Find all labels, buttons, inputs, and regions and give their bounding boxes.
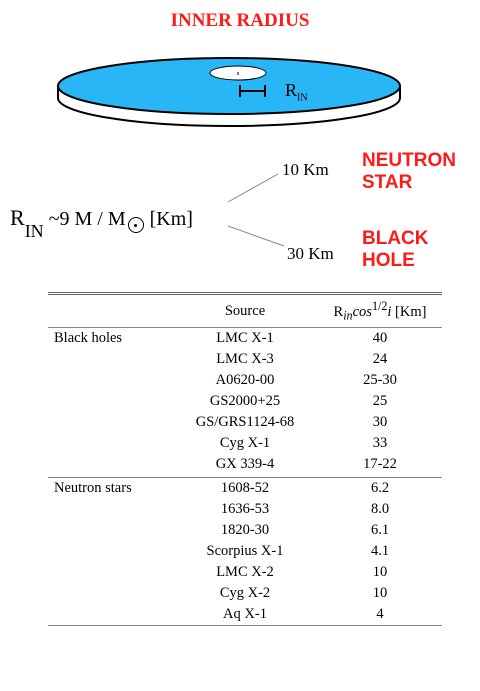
source-cell: Aq X-1 xyxy=(223,606,267,622)
value-cell: 40 xyxy=(372,330,388,346)
value-cell: 6.1 xyxy=(370,522,390,538)
group-label: Neutron stars xyxy=(54,480,132,496)
blackhole-radius-value: 30 Km xyxy=(287,244,334,263)
source-cell: GX 339-4 xyxy=(215,456,275,472)
table-row xyxy=(48,604,442,626)
table-row xyxy=(48,520,442,541)
table-row xyxy=(48,499,442,520)
value-cell: 30 xyxy=(372,414,388,430)
group-label: Black holes xyxy=(54,330,123,346)
disk-rin-label: $R_{IN}$ xyxy=(285,80,308,104)
value-cell: 4 xyxy=(376,606,384,622)
value-cell: 10 xyxy=(372,585,388,601)
title-inner-radius: INNER RADIUS xyxy=(170,10,310,31)
source-cell: GS/GRS1124-68 xyxy=(195,414,295,430)
source-cell: GS2000+25 xyxy=(209,393,281,409)
table-row xyxy=(48,349,442,370)
table-row xyxy=(48,433,442,454)
value-cell: 6.2 xyxy=(370,480,390,496)
source-cell: 1608-52 xyxy=(220,480,270,496)
source-cell: 1636-53 xyxy=(220,501,270,517)
table-row xyxy=(48,412,442,433)
table-row xyxy=(48,583,442,604)
source-cell: 1820-30 xyxy=(220,522,270,538)
source-cell: LMC X-3 xyxy=(216,351,274,367)
neutron-radius-value: 10 Km xyxy=(282,160,329,179)
value-cell: 17-22 xyxy=(363,456,397,472)
branch-line-blackhole xyxy=(228,226,284,246)
source-cell: Cyg X-2 xyxy=(219,585,271,601)
value-cell: 24 xyxy=(372,351,388,367)
black-hole-label: BLACK HOLE xyxy=(362,228,429,271)
source-cell: Scorpius X-1 xyxy=(206,543,284,559)
table-row xyxy=(48,328,442,350)
source-cell: LMC X-1 xyxy=(216,330,274,346)
value-cell: 25 xyxy=(372,393,388,409)
inner-radius-table xyxy=(48,292,442,630)
black-holes-group xyxy=(48,328,442,478)
table-row xyxy=(48,454,442,478)
table-row xyxy=(48,562,442,583)
table-row xyxy=(48,541,442,562)
rin-formula: RIN ~9 M / M [Km] xyxy=(10,205,193,241)
value-cell: 8.0 xyxy=(370,501,390,517)
neutron-stars-group xyxy=(48,478,442,626)
table-row xyxy=(48,478,442,500)
value-cell: 25-30 xyxy=(363,372,397,388)
value-cell: 4.1 xyxy=(370,543,390,559)
table-header-row xyxy=(48,294,442,328)
value-cell: 33 xyxy=(372,435,388,451)
header-radius: $R_{in}\cos^{1/2}i$ [Km] xyxy=(333,298,427,323)
value-cell: 10 xyxy=(372,564,388,580)
source-cell: Cyg X-1 xyxy=(219,435,271,451)
source-cell: A0620-00 xyxy=(215,372,275,388)
header-group xyxy=(48,294,172,328)
header-source: Source xyxy=(224,302,266,319)
neutron-star-label: NEUTRON STAR xyxy=(362,150,456,193)
branch-line-neutron xyxy=(228,174,278,202)
table-row xyxy=(48,391,442,412)
source-cell: LMC X-2 xyxy=(216,564,274,580)
table-row xyxy=(48,370,442,391)
